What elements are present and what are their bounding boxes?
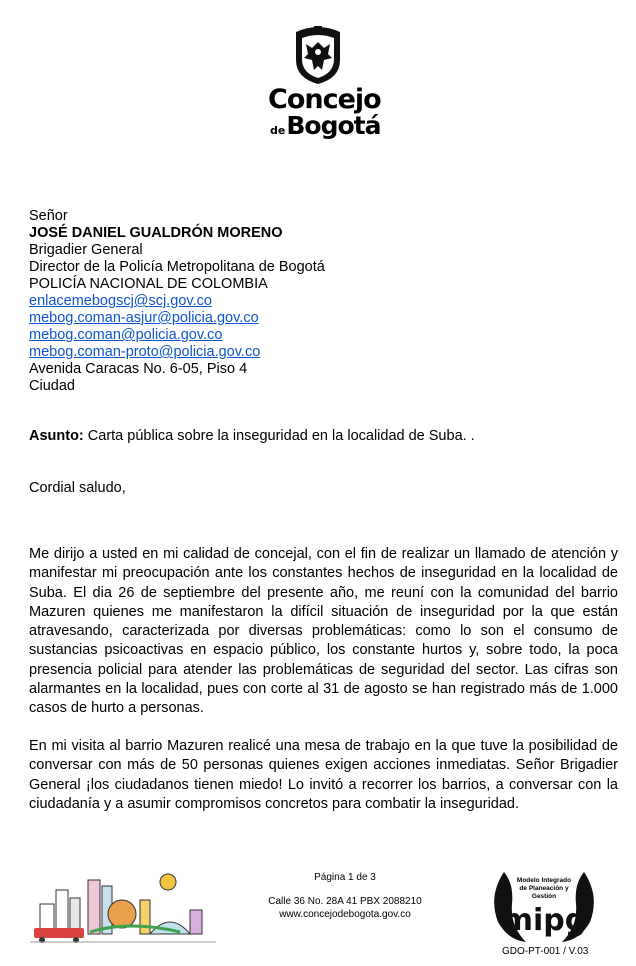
body-paragraph: En mi visita al barrio Mazuren realicé una mesa de trabajo en la que tuve la posibilidad de conversar con más de 50 personas quienes exigen acciones inmediatas. Señor Brigadier General ¡los ciudadanos tienen miedo! Lo invitó a recorrer los barrios, a conversar con la ciudadanía y a asumir compromisos concretos para combatir la inseguridad.	[29, 738, 618, 812]
mipg-caption-1: Modelo Integrado	[516, 877, 572, 884]
brand-line1: Concejo	[268, 84, 381, 115]
city-skyline-icon	[30, 870, 216, 953]
email-link[interactable]: enlacemebogscj@scj.gov.co	[29, 293, 212, 309]
brand-line2	[270, 111, 388, 143]
email-link[interactable]: mebog.coman-proto@policia.gov.co	[29, 344, 261, 360]
recipient-name: JOSÉ DANIEL GUALDRÓN MORENO	[29, 225, 283, 241]
body-paragraph: Me dirijo a usted en mi calidad de concejal, con el fin de realizar un llamado de atención y manifestar mi preocupación ante los constantes hechos de inseguridad en la localidad de Suba. El dia 26 de septiembre del presente año, me reuní con la comunidad del barrio Mazuren quienes me manifestaron la difícil situación de inseguridad por la que están atravesando, caracterizada por diversas problemáticas: como lo son el consumo de sustancias psicoactivas en espacio público, los constante hurtos y, sobre todo, la poca presencia policial para atender las problemáticas de seguridad del sector. Las cifras son alarmantes en la localidad, pues con corte al 31 de agosto se han registrado más de 1.000 casos de hurto a personas.	[29, 546, 618, 717]
recipient-block	[29, 208, 325, 395]
subject-text: Carta pública sobre la inseguridad en la localidad de Suba. .	[83, 428, 475, 444]
brand-de: de	[270, 124, 286, 137]
greeting: Cordial saludo,	[29, 480, 126, 496]
recipient-salutation: Señor	[29, 208, 68, 224]
recipient-address: Avenida Caracas No. 6-05, Piso 4	[29, 361, 248, 377]
recipient-role: Director de la Policía Metropolitana de Bogotá	[29, 259, 325, 275]
mipg-wordmark: mipg	[501, 903, 587, 938]
recipient-city: Ciudad	[29, 378, 75, 394]
mipg-caption-2: de Planeación y	[519, 885, 569, 892]
footer-website[interactable]: www.concejodebogota.gov.co	[279, 909, 411, 920]
recipient-rank: Brigadier General	[29, 242, 143, 258]
email-link[interactable]: mebog.coman@policia.gov.co	[29, 327, 223, 343]
brand-wordmark	[268, 86, 388, 143]
mipg-logo	[484, 866, 604, 949]
document-code: GDO-PT-001 / V.03	[502, 946, 589, 957]
footer-address: Calle 36 No. 28A 41 PBX 2088210	[268, 896, 422, 907]
page-number: Página 1 de 3	[314, 872, 376, 883]
coat-of-arms-icon	[288, 24, 348, 86]
header-logo	[0, 24, 636, 86]
subject-label: Asunto:	[29, 428, 84, 444]
recipient-institution: POLICÍA NACIONAL DE COLOMBIA	[29, 276, 268, 292]
brand-line2-text: Bogotá	[286, 111, 381, 140]
mipg-caption-3: Gestión	[531, 893, 557, 900]
subject-line	[29, 428, 475, 444]
email-link[interactable]: mebog.coman-asjur@policia.gov.co	[29, 310, 259, 326]
